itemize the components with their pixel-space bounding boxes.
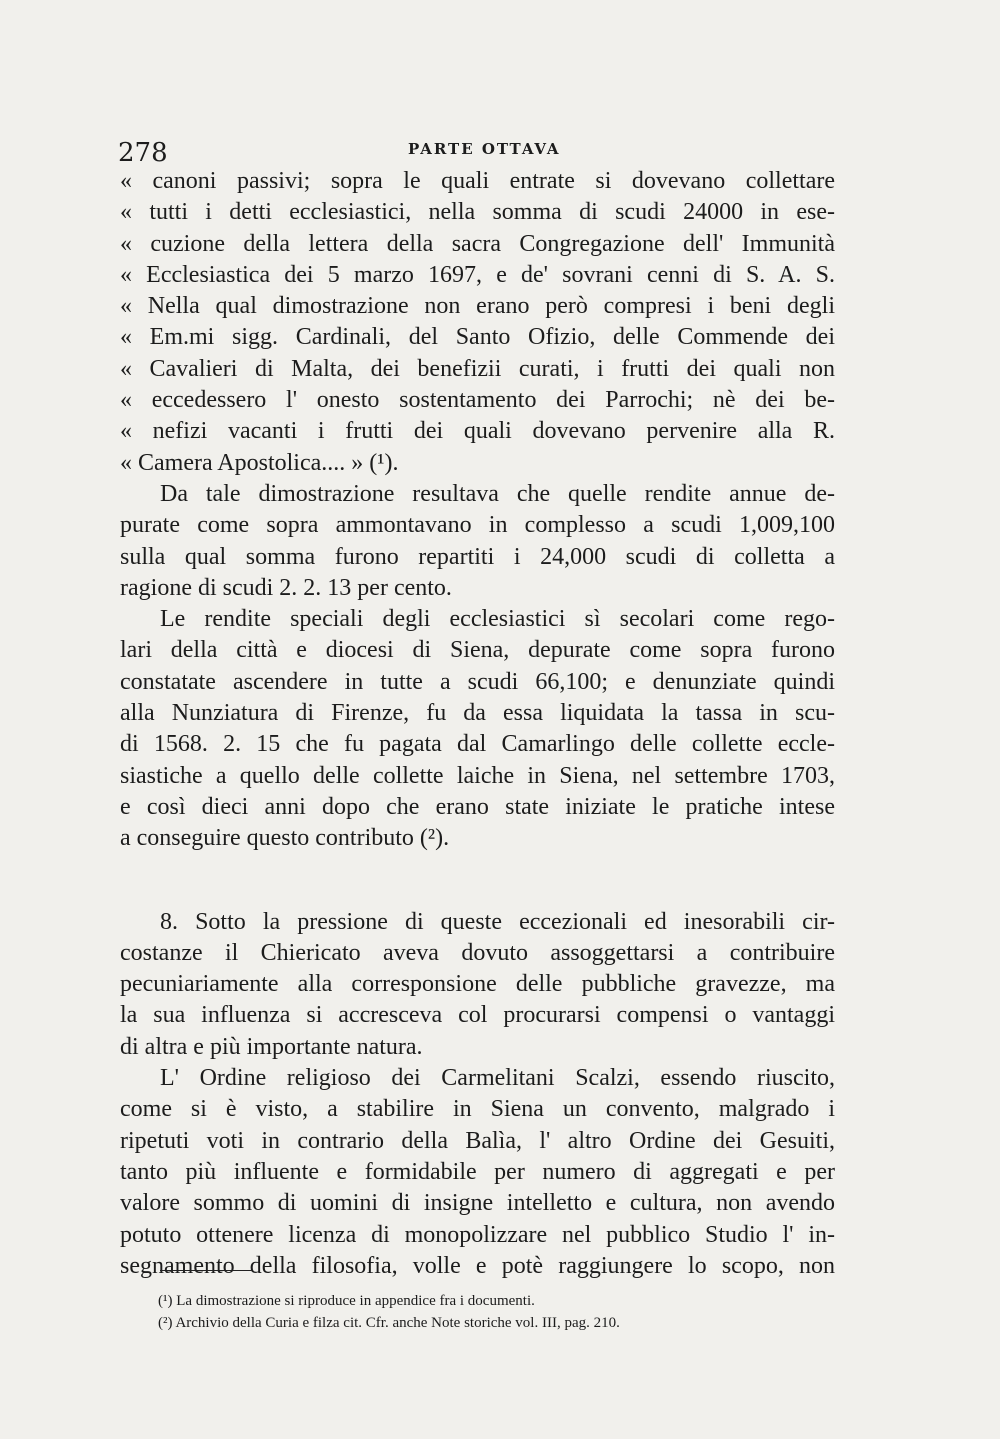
text-line: sulla qual somma furono repartiti i 24,000 scudi di colletta a [120,543,835,570]
text-line: « nefizi vacanti i frutti dei quali dovevano pervenire alla R. [120,418,835,445]
paragraph-gap [120,855,835,907]
footnote-2 [158,1312,818,1334]
text-line: valore sommo di uomini di insigne intelletto e cultura, non avendo [120,1190,835,1217]
text-line: potuto ottenere licenza di monopolizzare nel pubblico Studio l' in- [120,1221,835,1248]
text-line: e così dieci anni dopo che erano state iniziate le pratiche intese [120,793,835,820]
text-line: di altra e più importante natura. [120,1033,423,1060]
text-line: di 1568. 2. 15 che fu pagata dal Camarlingo delle collette eccle- [120,731,835,758]
text-line: segnamento della filosofia, volle e potè raggiungere lo scopo, non [120,1252,835,1279]
text-line: « canoni passivi; sopra le quali entrate si dovevano collettare [120,168,835,194]
text-line: « Ecclesiastica dei 5 marzo 1697, e de' sovrani cenni di S. A. S. [120,261,835,288]
footnote-1 [158,1290,818,1312]
text-line: la sua influenza si accresceva col procurarsi compensi o vantaggi [120,1002,835,1029]
text-line: siastiche a quello delle collette laiche in Siena, nel settembre 1703, [120,762,835,789]
text-line: « Nella qual dimostrazione non erano però compresi i beni degli [120,293,835,320]
text-line: costanze il Chiericato aveva dovuto assoggettarsi a contribuire [120,939,835,966]
text-line: pecuniariamente alla corresponsione delle pubbliche gravezze, ma [120,971,835,998]
footnote-mark: (¹) [158,1293,173,1309]
text-line: Da tale dimostrazione resultava che quelle rendite annue de- [160,480,835,507]
page-number: 278 [118,138,168,168]
text-line: « Cavalieri di Malta, dei benefizii curati, i frutti dei quali non [120,355,835,382]
text-line: purate come sopra ammontavano in complesso a scudi 1,009,100 [120,512,835,539]
text-line: L' Ordine religioso dei Carmelitani Scalzi, essendo riuscito, [160,1065,835,1092]
text-line: tanto più influente e formidabile per numero di aggregati e per [120,1158,835,1185]
body-text [120,166,835,1282]
text-line: ripetuti voti in contrario della Balìa, l' altro Ordine dei Gesuiti, [120,1127,835,1154]
text-line: alla Nunziatura di Firenze, fu da essa liquidata la tassa in scu- [120,700,835,727]
footnote-text: Archivio della Curia e filza cit. Cfr. anche Note storiche vol. III, pag. 210. [175,1315,620,1331]
text-line: 8. Sotto la pressione di queste eccezionali ed inesorabili cir- [160,908,835,935]
text-line: ragione di scudi 2. 2. 13 per cento. [120,574,452,601]
text-line: Le rendite speciali degli ecclesiastici sì secolari come rego- [160,606,835,633]
footnote-rule [160,1270,252,1271]
footnote-mark: (²) [158,1315,173,1331]
footnotes [158,1290,818,1334]
text-line: « cuzione della lettera della sacra Congregazione dell' Immunità [120,230,835,257]
text-line: lari della città e diocesi di Siena, depurate come sopra furono [120,637,835,664]
text-line: come si è visto, a stabilire in Siena un convento, malgrado i [120,1096,835,1123]
text-line: « Camera Apostolica.... » (¹). [120,449,399,476]
footnote-text: La dimostrazione si riproduce in appendice fra i documenti. [176,1293,535,1309]
text-line: a conseguire questo contributo (²). [120,825,450,852]
text-line: « tutti i detti ecclesiastici, nella somma di scudi 24000 in ese- [120,199,835,226]
text-line: constatate ascendere in tutte a scudi 66,100; e denunziate quindi [120,668,835,695]
text-line: « eccedessero l' onesto sostentamento dei Parrochi; nè dei be- [120,387,835,414]
running-head: PARTE OTTAVA [408,140,561,158]
text-line: « Em.mi sigg. Cardinali, del Santo Ofizio, delle Commende dei [120,324,835,351]
